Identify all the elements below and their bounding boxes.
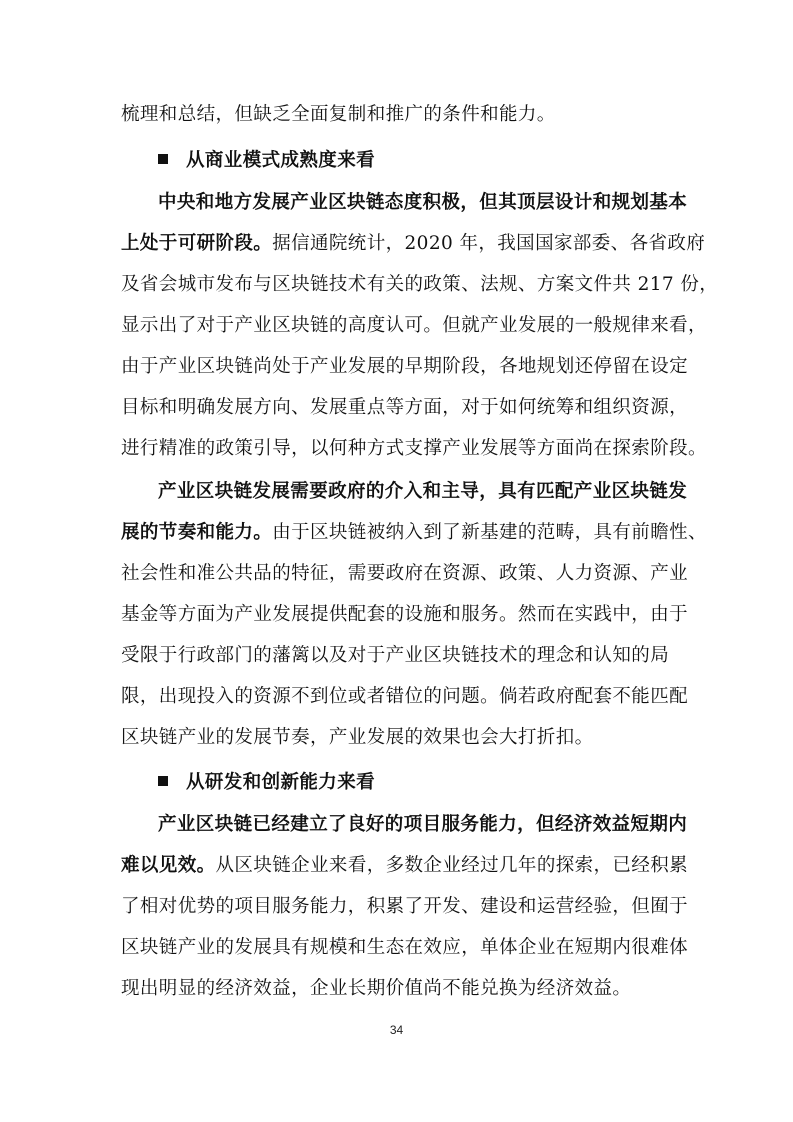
paragraph-line: 展的节奏和能力。由于区块链被纳入到了新基建的范畴，具有前瞻性、 xyxy=(121,522,707,543)
paragraph-lead-line: 中央和地方发展产业区块链态度积极，但其顶层设计和规划基本 xyxy=(158,192,688,213)
paragraph-line: 社会性和准公共品的特征，需要政府在资源、政策、人力资源、产业 xyxy=(121,563,689,584)
paragraph-line: 受限于行政部门的藩篱以及对于产业区块链技术的理念和认知的局 xyxy=(121,645,670,666)
paragraph-line: 梳理和总结，但缺乏全面复制和推广的条件和能力。 xyxy=(121,104,556,125)
paragraph-line: 难以见效。从区块链企业来看，多数企业经过几年的探索，已经积累 xyxy=(121,855,689,876)
paragraph-line: 限，出现投入的资源不到位或者错位的问题。倘若政府配套不能匹配 xyxy=(121,686,689,707)
square-bullet-icon xyxy=(158,154,168,164)
paragraph-line: 了相对优势的项目服务能力，积累了开发、建设和运营经验，但囿于 xyxy=(121,896,689,917)
paragraph-line: 进行精准的政策引导，以何种方式支撑产业发展等方面尚在探索阶段。 xyxy=(121,438,707,459)
paragraph-line: 上处于可研阶段。据信通院统计，2020 年，我国国家部委、各省政府 xyxy=(121,233,706,254)
paragraph-line: 区块链产业的发展具有规模和生态在效应，单体企业在短期内很难体 xyxy=(121,937,689,958)
paragraph-line: 目标和明确发展方向、发展重点等方面，对于如何统筹和组织资源， xyxy=(121,397,689,418)
section-heading: 从商业模式成熟度来看 xyxy=(158,148,710,174)
paragraph-line: 区块链产业的发展节奏，产业发展的效果也会大打折扣。 xyxy=(121,727,594,748)
section-heading: 从研发和创新能力来看 xyxy=(158,770,710,796)
square-bullet-icon xyxy=(158,776,168,786)
paragraph-line: 基金等方面为产业发展提供配套的设施和服务。然而在实践中，由于 xyxy=(121,604,689,625)
paragraph-lead-line: 产业区块链发展需要政府的介入和主导，具有匹配产业区块链发 xyxy=(158,481,688,502)
page-number: 34 xyxy=(389,1023,404,1037)
paragraph-line: 及省会城市发布与区块链技术有关的政策、法规、方案文件共 217 份， xyxy=(121,274,719,295)
paragraph-line: 由于产业区块链尚处于产业发展的早期阶段，各地规划还停留在设定 xyxy=(121,356,689,377)
paragraph-line: 现出明显的经济效益，企业长期价值尚不能兑换为经济效益。 xyxy=(121,978,632,999)
paragraph-lead-line: 产业区块链已经建立了良好的项目服务能力，但经济效益短期内 xyxy=(158,814,688,835)
paragraph-line: 显示出了对于产业区块链的高度认可。但就产业发展的一般规律来看， xyxy=(121,315,707,336)
